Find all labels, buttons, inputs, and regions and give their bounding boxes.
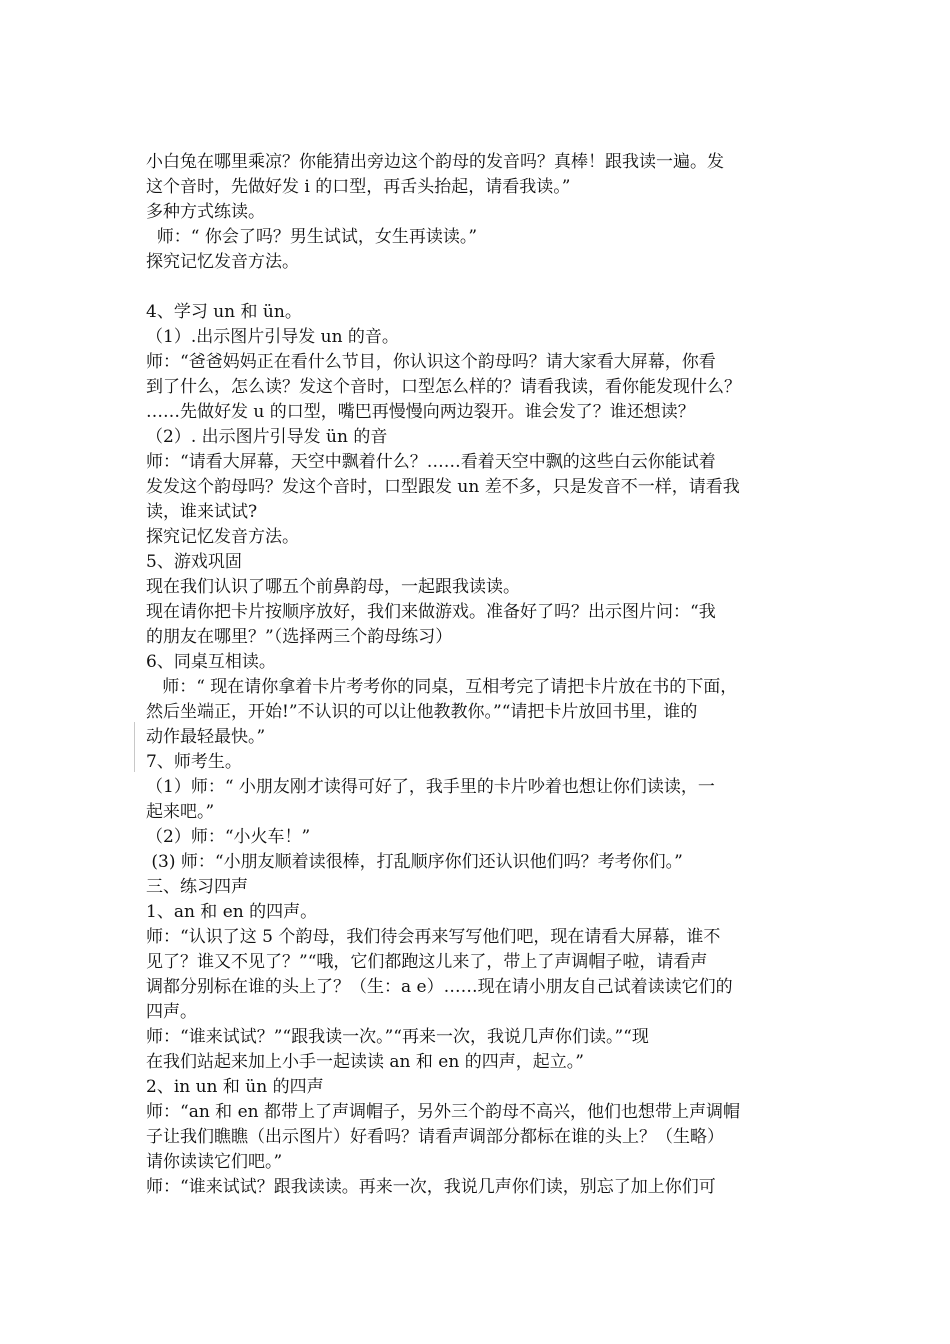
text-line: 发发这个韵母吗？发这个音时，口型跟发 un 差不多，只是发音不一样，请看我	[146, 477, 740, 497]
text-line: 请你读读它们吧。”	[146, 1152, 283, 1172]
text-line: （1）.出示图片引导发 un 的音。	[146, 327, 399, 347]
text-line: 师：“谁来试试？”“跟我读一次。”“再来一次，我说几声你们读。”“现	[146, 1027, 649, 1047]
text-line: （2）师：“小火车！”	[146, 827, 311, 847]
text-line: （1）师：“ 小朋友刚才读得可好了，我手里的卡片吵着也想让你们读读，一	[146, 777, 715, 797]
text-line: 2、in un 和 ün 的四声	[146, 1077, 324, 1097]
text-line: 师：“认识了这 5 个韵母，我们待会再来写写他们吧，现在请看大屏幕，谁不	[146, 927, 721, 947]
document-body	[146, 150, 814, 1200]
text-line: 6、同桌互相读。	[146, 652, 276, 672]
text-line: 见了？谁又不见了？”“哦，它们都跑这儿来了，带上了声调帽子啦，请看声	[146, 952, 708, 972]
text-line: 然后坐端正，开始!”不认识的可以让他教教你。”“请把卡片放回书里，谁的	[146, 702, 698, 722]
text-line: 四声。	[146, 1002, 197, 1022]
text-line: 这个音时，先做好发 i 的口型，再舌头抬起，请看我读。”	[146, 177, 571, 197]
text-line: 现在我们认识了哪五个前鼻韵母，一起跟我读读。	[146, 577, 520, 597]
text-line: 师：“ 你会了吗？男生试试，女生再读读。”	[146, 227, 478, 247]
text-line: 5、游戏巩固	[146, 552, 242, 572]
text-line: 师：“谁来试试？跟我读读。再来一次，我说几声你们读，别忘了加上你们可	[146, 1177, 716, 1197]
text-line: 师：“an 和 en 都带上了声调帽子，另外三个韵母不高兴，他们也想带上声调帽	[146, 1102, 740, 1122]
text-line: 4、学习 un 和 ün。	[146, 302, 302, 322]
text-line: 子让我们瞧瞧（出示图片）好看吗？请看声调部分都标在谁的头上？（生略）	[146, 1127, 724, 1147]
text-line: 在我们站起来加上小手一起读读 an 和 en 的四声，起立。”	[146, 1052, 584, 1072]
text-line: 探究记忆发音方法。	[146, 527, 299, 547]
text-line: （2）. 出示图片引导发 ün 的音	[146, 427, 388, 447]
text-line: 7、师考生。	[146, 752, 242, 772]
text-line: 现在请你把卡片按顺序放好，我们来做游戏。准备好了吗？出示图片问：“我	[146, 602, 716, 622]
text-line: 调都分别标在谁的头上了？（生：a e）……现在请小朋友自己试着读读它们的	[146, 977, 733, 997]
text-line: (3) 师：“小朋友顺着读很棒，打乱顺序你们还认识他们吗？考考你们。”	[146, 852, 683, 872]
blank-line	[146, 275, 814, 300]
text-line: 师：“ 现在请你拿着卡片考考你的同桌，互相考完了请把卡片放在书的下面，	[146, 677, 738, 697]
text-line: 师：“请看大屏幕，天空中飘着什么？……看着天空中飘的这些白云你能试着	[146, 452, 716, 472]
text-line: 起来吧。”	[146, 802, 215, 822]
text-line: 1、an 和 en 的四声。	[146, 902, 318, 922]
text-line: 动作最轻最快。”	[146, 727, 266, 747]
text-line: 师：“爸爸妈妈正在看什么节目，你认识这个韵母吗？请大家看大屏幕，你看	[146, 352, 716, 372]
text-line: 多种方式练读。	[146, 202, 265, 222]
text-line: 读，谁来试试?	[146, 502, 258, 522]
text-line: 的朋友在哪里？”（选择两三个韵母练习）	[146, 627, 453, 647]
margin-mark	[134, 722, 135, 772]
text-line: 小白兔在哪里乘凉？你能猜出旁边这个韵母的发音吗？真棒！跟我读一遍。发	[146, 152, 724, 172]
text-line: 探究记忆发音方法。	[146, 252, 299, 272]
text-line: 三、练习四声	[146, 877, 248, 897]
text-line: ……先做好发 u 的口型，嘴巴再慢慢向两边裂开。谁会发了？谁还想读？	[146, 402, 695, 422]
text-line: 到了什么，怎么读？发这个音时，口型怎么样的？请看我读，看你能发现什么？	[146, 377, 741, 397]
